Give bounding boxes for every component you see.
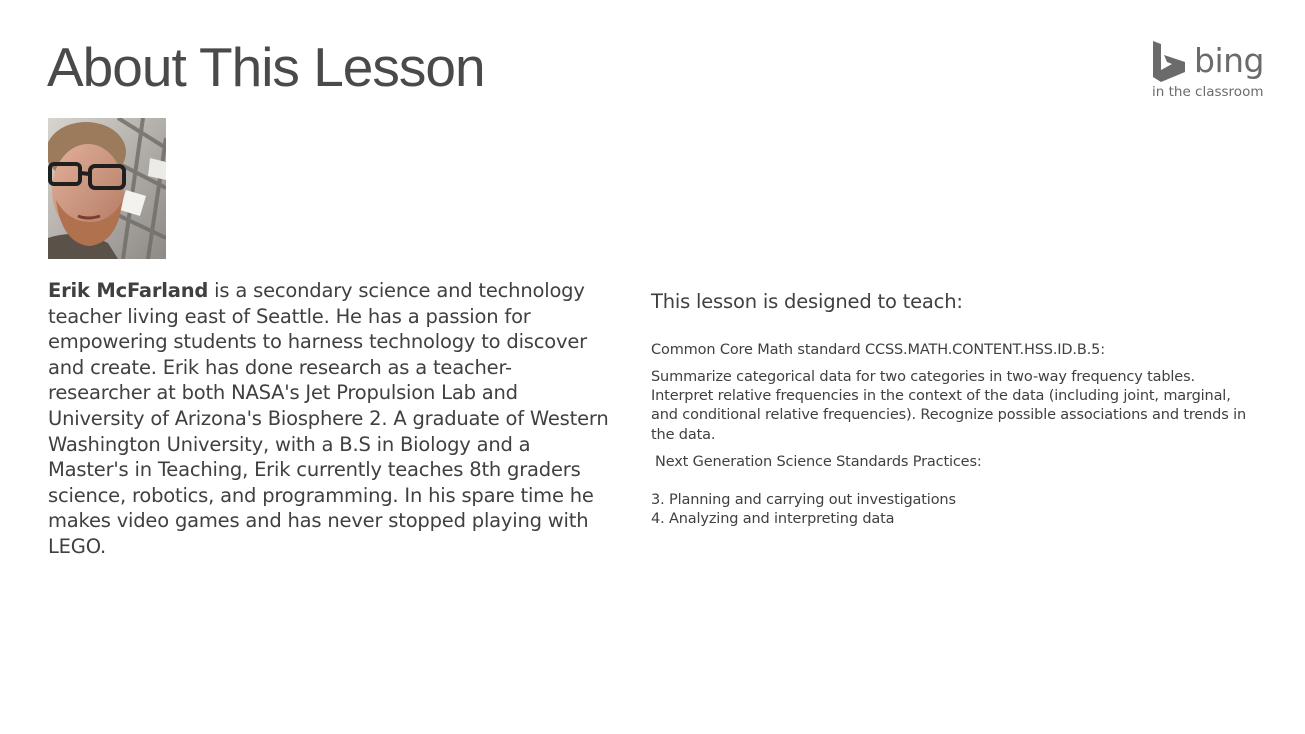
bing-logo-icon [1152,40,1188,82]
list-item: 4. Analyzing and interpreting data [651,511,895,528]
bing-in-the-classroom-logo [1152,40,1264,102]
logo-subtitle: in the classroom [1152,84,1264,100]
page-title: About This Lesson [47,36,485,98]
ngss-heading: Next Generation Science Standards Practices: [655,454,982,470]
practices-list [651,491,956,529]
lesson-heading: This lesson is designed to teach: [651,290,963,313]
math-standard: Common Core Math standard CCSS.MATH.CONTENT.HSS.ID.B.5: [651,342,1105,358]
lesson-details [651,287,1261,528]
logo-wordmark: bing [1194,41,1264,80]
teacher-portrait [48,118,166,259]
teacher-bio [48,278,613,560]
standard-summary: Summarize categorical data for two categories in two-way frequency tables. Interpret relative frequencies in the context of the data (including joint, marginal, and conditional relative frequencies). Recognize possible associations and trends in the data. [651,369,1247,443]
teacher-bio-text: is a secondary science and technology teacher living east of Seattle. He has a passion for empowering students to harness technology to discover and create. Erik has done research as a teacher-researcher at both NASA's Jet Propulsion Lab and University of Arizona's Biosphere 2. A graduate of Western Washington University, with a B.S in Biology and a Master's in Teaching, Erik currently teaches 8th graders science, robotics, and programming. In his spare time he makes video games and has never stopped playing with LEGO. [48,279,609,558]
teacher-photo-image [48,118,166,259]
teacher-name: Erik McFarland [48,279,209,302]
list-item: 3. Planning and carrying out investigations [651,492,956,508]
